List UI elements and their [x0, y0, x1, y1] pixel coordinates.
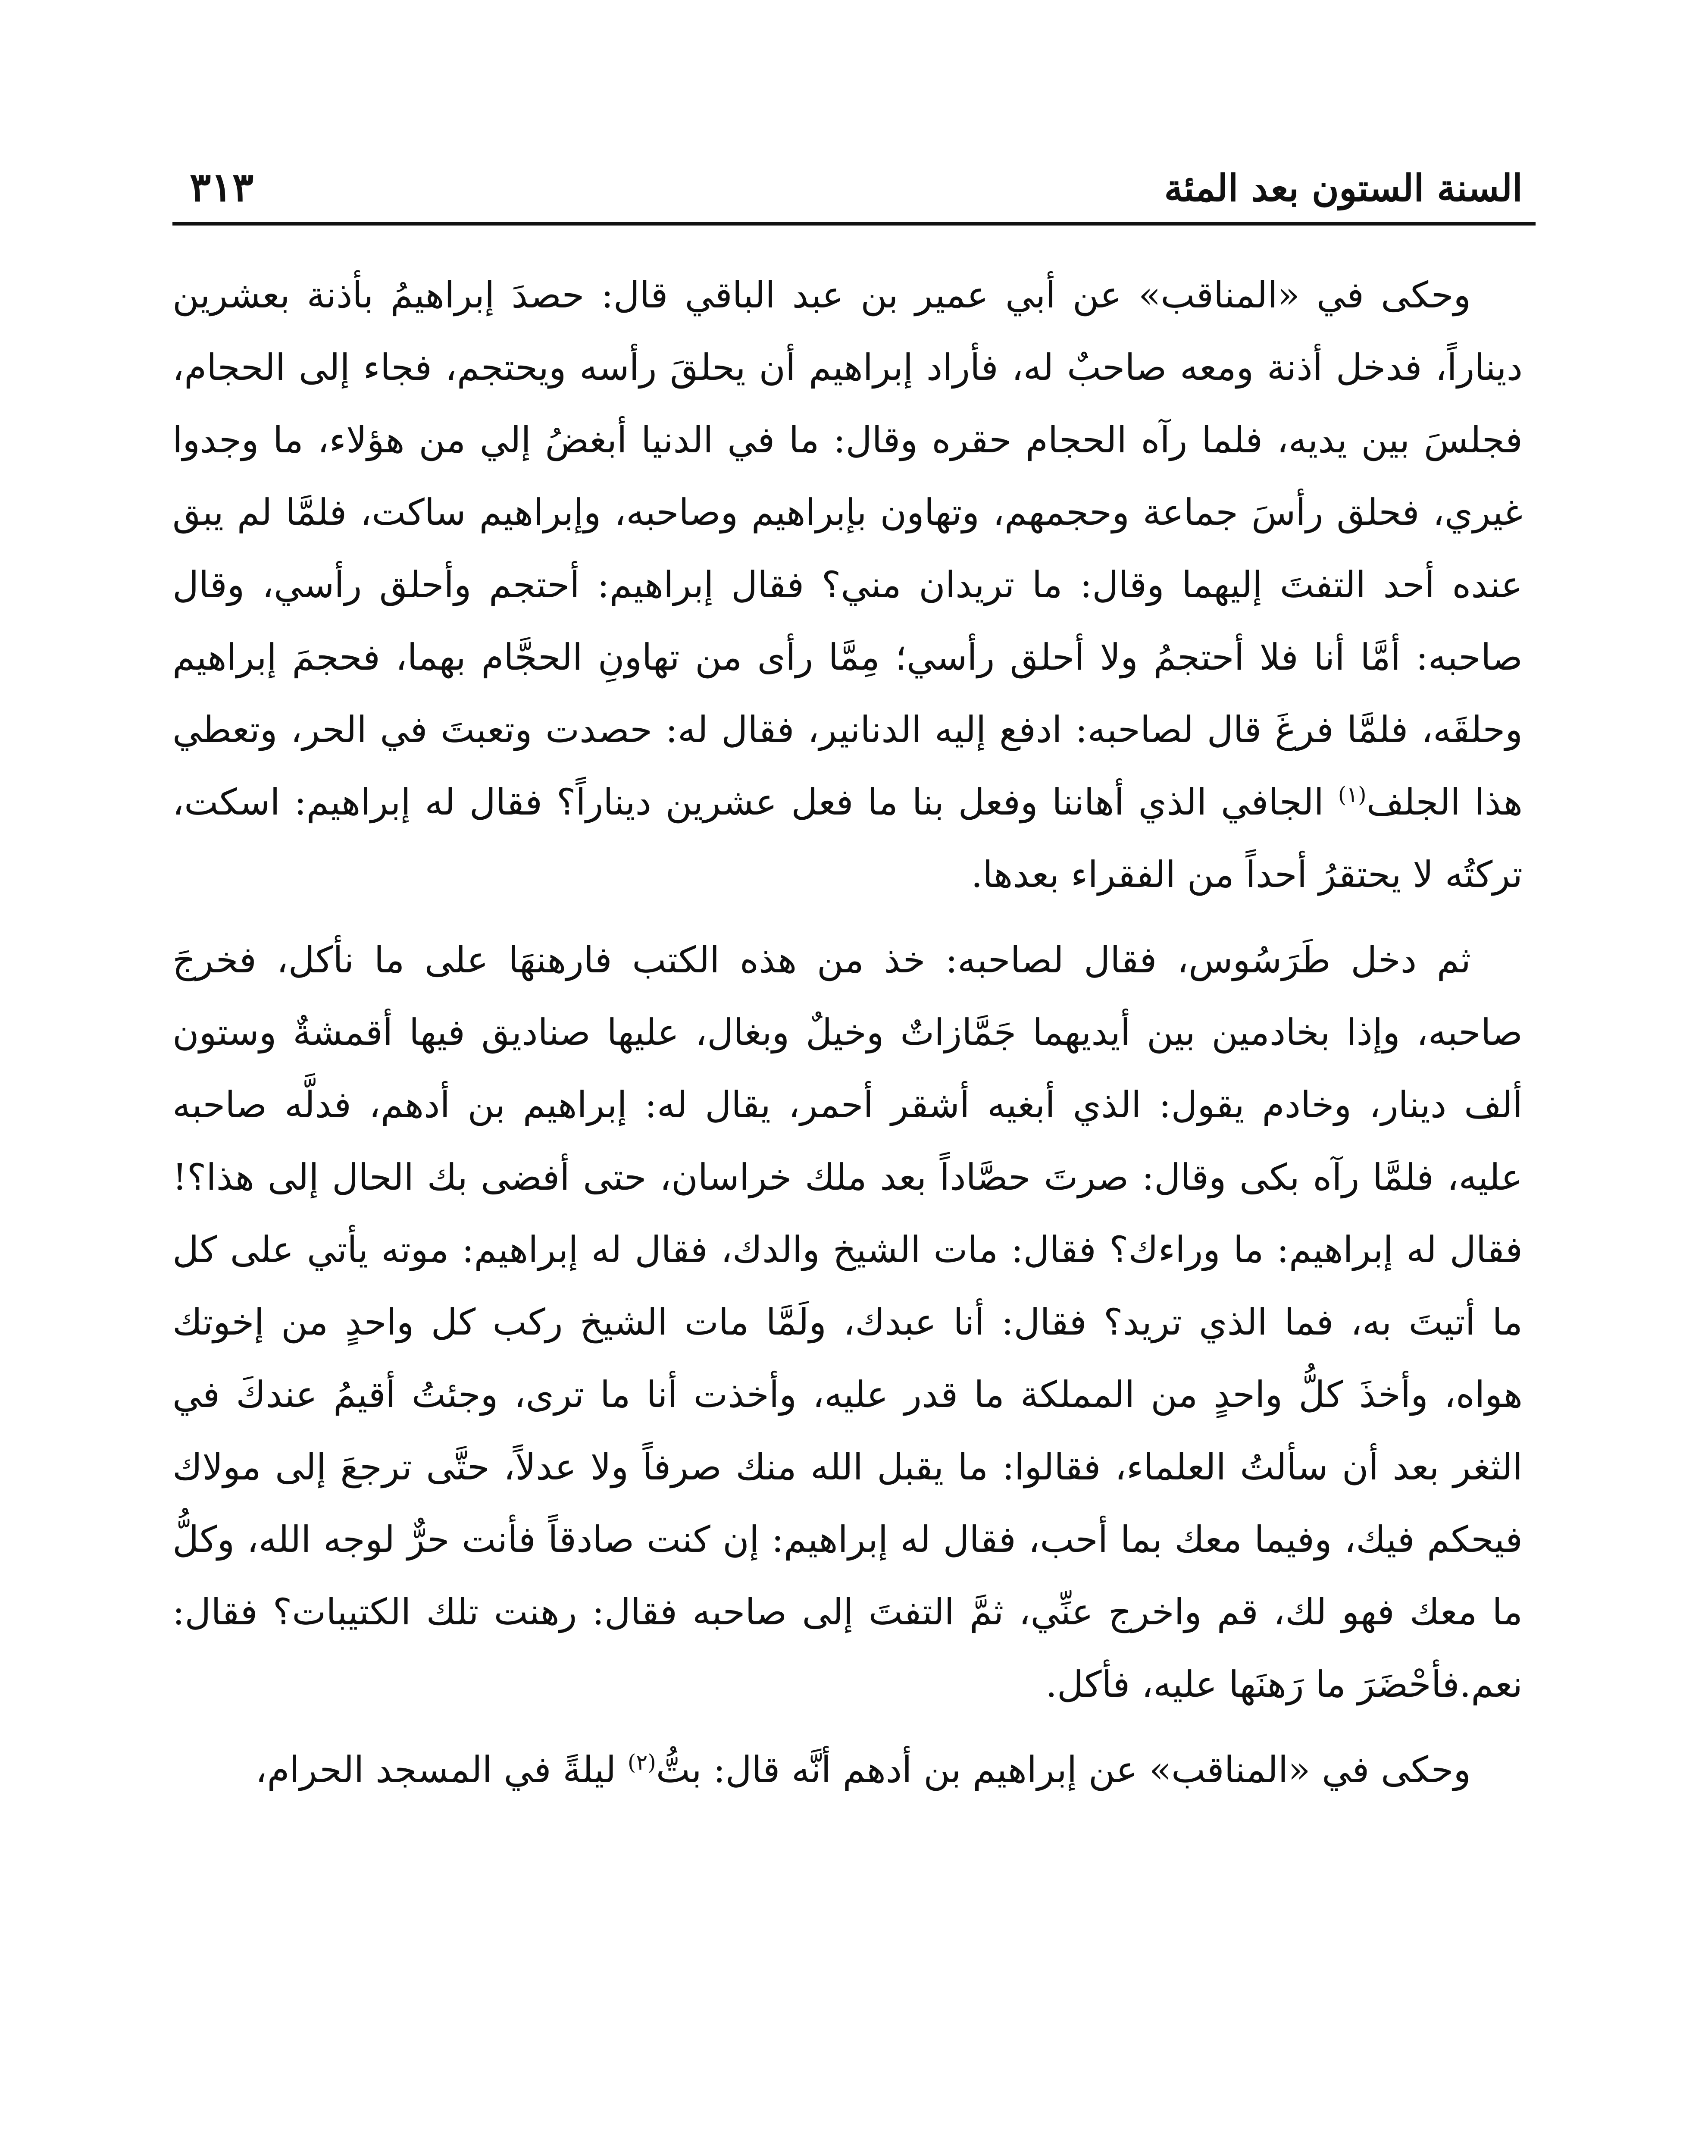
paragraph-1-text-b: الجافي الذي أهاننا وفعل بنا ما فعل عشرين ديناراً؟ فقال له إبراهيم: اسكت، تركتُه لا يحتقرُ أحداً من الفقراء بعدها.: [172, 781, 1523, 896]
running-title: السنة الستون بعد المئة: [1164, 166, 1523, 210]
paragraph-3-text-b: ليلةً في المسجد الحرام،: [255, 1749, 628, 1791]
main-text: [172, 259, 1523, 1819]
paragraph-2: ثم دخل طَرَسُوس، فقال لصاحبه: خذ من هذه الكتب فارهنهَا على ما نأكل، فخرجَ صاحبه، وإذا بخادمين بين أيديهما جَمَّازاتٌ وخيلٌ وبغال، عليها صناديق فيها أقمشةٌ وستون ألف دينار، وخادم يقول: الذي أبغيه أشقر أحمر، يقال له: إبراهيم بن أدهم، فدلَّه صاحبه عليه، فلمَّا رآه بكى وقال: صرتَ حصَّاداً بعد ملك خراسان، حتى أفضى بك الحال إلى هذا؟! فقال له إبراهيم: ما وراءك؟ فقال: مات الشيخ والدك، فقال له إبراهيم: موته يأتي على كل ما أتيتَ به، فما الذي تريد؟ فقال: أنا عبدك، ولَمَّا مات الشيخ ركب كل واحدٍ من إخوتك هواه، وأخذَ كلُّ واحدٍ من المملكة ما قدر عليه، وأخذت أنا ما ترى، وجئتُ أقيمُ عندكَ في الثغر بعد أن سألتُ العلماء، فقالوا: ما يقبل الله منك صرفاً ولا عدلاً، حتَّى ترجعَ إلى مولاك فيحكم فيك، وفيما معك بما أحب، فقال له إبراهيم: إن كنت صادقاً فأنت حرٌّ لوجه الله، وكلُّ ما معك فهو لك، قم واخرج عنِّي، ثمَّ التفتَ إلى صاحبه فقال: رهنت تلك الكتيبات؟ فقال: نعم.فأحْضَرَ ما رَهنَها عليه، فأكل.: [172, 939, 1523, 1705]
header-rule: [172, 222, 1536, 226]
paragraph-3: [172, 1733, 1523, 1806]
paragraph-1: [172, 259, 1523, 911]
footnote-ref-1: (١): [1338, 782, 1367, 807]
page-header: [190, 142, 1523, 210]
paragraph-3-text-a: وحكى في «المناقب» عن إبراهيم بن أدهم أنَّه قال: بتُّ: [656, 1749, 1471, 1791]
footnote-ref-2: (٢): [627, 1750, 656, 1775]
page-number: ٣١٣: [190, 164, 254, 210]
paragraph-1-text-a: وحكى في «المناقب» عن أبي عمير بن عبد الباقي قال: حصدَ إبراهيمُ بأذنة بعشرين ديناراً، فدخل أذنة ومعه صاحبٌ له، فأراد إبراهيم أن يحلقَ رأسه ويحتجم، فجاء إلى الحجام، فجلسَ بين يديه، فلما رآه الحجام حقره وقال: ما في الدنيا أبغضُ إلي من هؤلاء، ما وجدوا غيري، فحلق رأسَ جماعة وحجمهم، وتهاون بإبراهيم وصاحبه، وإبراهيم ساكت، فلمَّا لم يبق عنده أحد التفتَ إليهما وقال: ما تريدان مني؟ فقال إبراهيم: أحتجم وأحلق رأسي، وقال صاحبه: أمَّا أنا فلا أحتجمُ ولا أحلق رأسي؛ مِمَّا رأى من تهاونِ الحجَّام بهما، فحجمَ إبراهيم وحلقَه، فلمَّا فرغَ قال لصاحبه: ادفع إليه الدنانير، فقال له: حصدت وتعبتَ في الحر، وتعطي هذا الجلف: [172, 274, 1523, 823]
